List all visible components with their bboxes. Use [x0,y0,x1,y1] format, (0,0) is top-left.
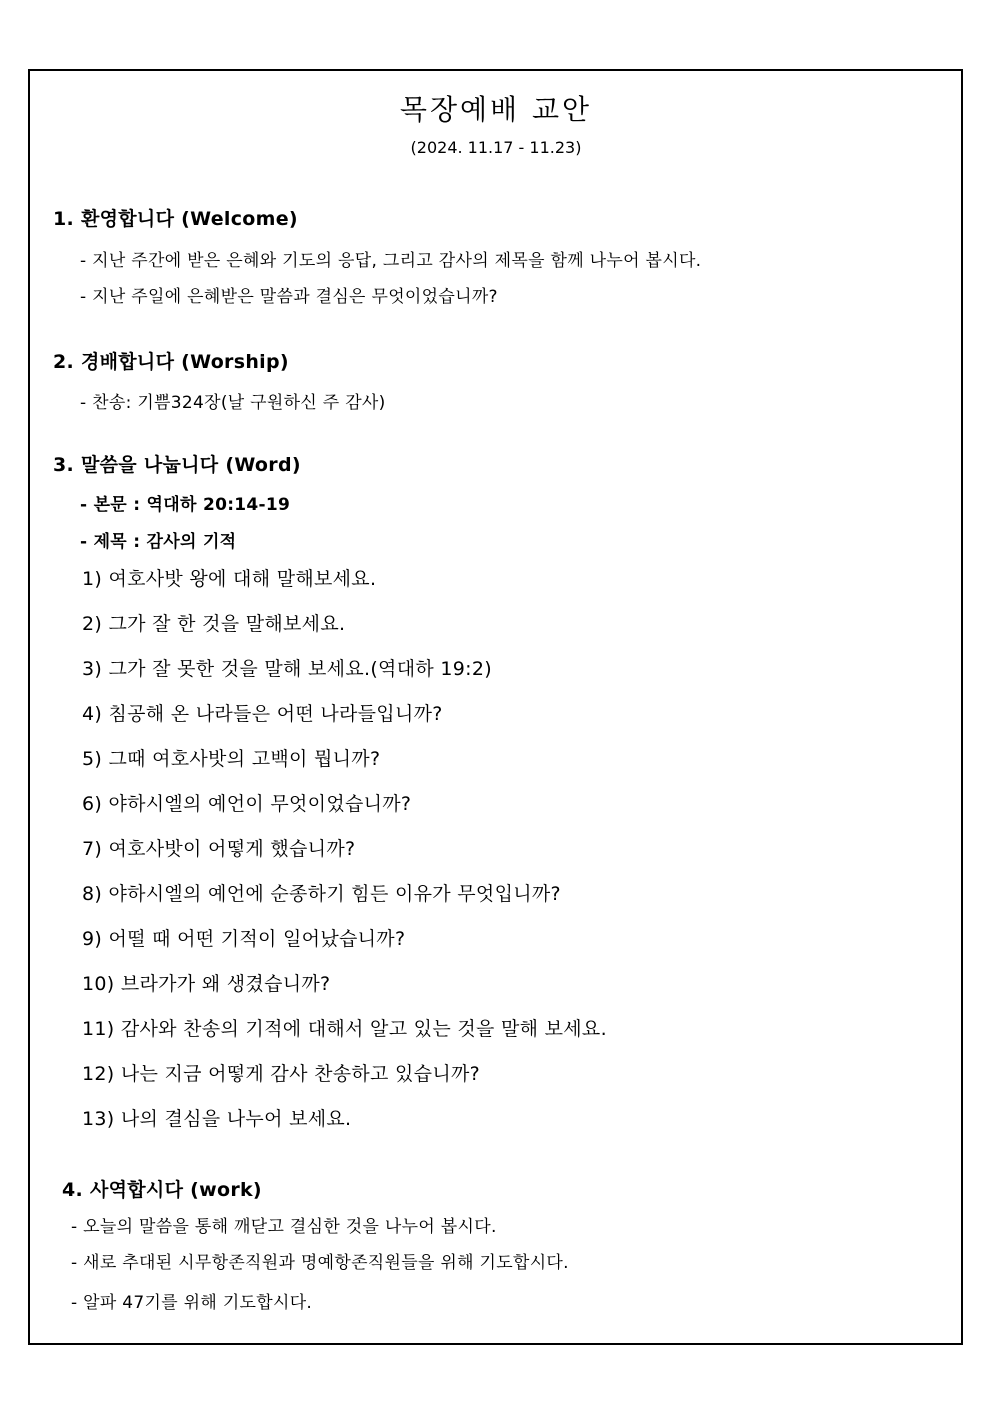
work-item: - 알파 47기를 위해 기도합시다. [71,1293,313,1313]
date-range: (2024. 11.17 - 11.23) [410,138,582,157]
question-item: 11) 감사와 찬송의 기적에 대해서 알고 있는 것을 말해 보세요. [82,1018,607,1040]
page-title: 목장예배 교안 [399,93,593,126]
scripture-reference: - 본문 : 역대하 20:14-19 [80,495,291,515]
worship-item: - 찬송: 기쁨324장(날 구원하신 주 감사) [80,393,386,413]
question-item: 6) 야하시엘의 예언이 무엇이었습니까? [82,793,412,815]
question-item: 9) 어떨 때 어떤 기적이 일어났습니까? [82,928,406,950]
question-item: 10) 브라가가 왜 생겼습니까? [82,973,331,995]
question-item: 7) 여호사밧이 어떻게 했습니까? [82,838,356,860]
work-item: - 오늘의 말씀을 통해 깨닫고 결심한 것을 나누어 봅시다. [71,1217,497,1237]
section-heading-worship: 2. 경배합니다 (Worship) [53,351,289,373]
work-item: - 새로 추대된 시무항존직원과 명예항존직원들을 위해 기도합시다. [71,1253,569,1273]
question-item: 12) 나는 지금 어떻게 감사 찬송하고 있습니까? [82,1063,481,1085]
section-heading-work: 4. 사역합시다 (work) [62,1179,262,1201]
welcome-item: - 지난 주간에 받은 은혜와 기도의 응답, 그리고 감사의 제목을 함께 나누어 봅시다. [80,251,702,271]
question-item: 13) 나의 결심을 나누어 보세요. [82,1108,352,1130]
question-item: 4) 침공해 온 나라들은 어떤 나라들입니까? [82,703,443,725]
sermon-title: - 제목 : 감사의 기적 [80,532,237,552]
question-item: 5) 그때 여호사밧의 고백이 뭡니까? [82,748,381,770]
question-item: 8) 야하시엘의 예언에 순종하기 힘든 이유가 무엇입니까? [82,883,561,905]
question-item: 1) 여호사밧 왕에 대해 말해보세요. [82,568,377,590]
welcome-item: - 지난 주일에 은혜받은 말씀과 결심은 무엇이었습니까? [80,287,498,307]
question-item: 2) 그가 잘 한 것을 말해보세요. [82,613,346,635]
question-item: 3) 그가 잘 못한 것을 말해 보세요.(역대하 19:2) [82,658,492,680]
section-heading-word: 3. 말씀을 나눕니다 (Word) [53,454,301,476]
section-heading-welcome: 1. 환영합니다 (Welcome) [53,208,298,230]
